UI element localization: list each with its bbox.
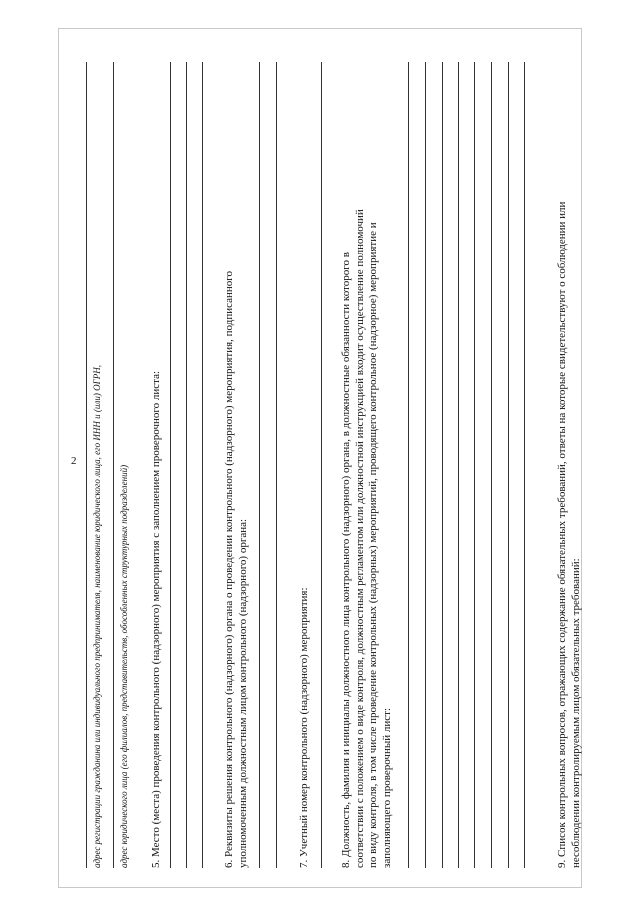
item-8-line: заполняющего проверочный лист:	[380, 708, 393, 868]
fill-line	[425, 62, 426, 868]
page-number: 2	[71, 455, 77, 467]
item-8-line: 8. Должность, фамилия и инициалы должностного лица контрольного (надзорного) органа, в должностные обязанности которого в	[340, 252, 352, 868]
fill-line	[276, 62, 277, 868]
item-5: 5. Место (места) проведения контрольного (надзорного) мероприятия с заполнением проверочного листа:	[150, 370, 162, 868]
item-9-line: несоблюдении контролируемым лицом обязательных требований:	[569, 558, 582, 868]
fill-line	[259, 62, 260, 868]
item-9	[556, 202, 583, 868]
fill-line	[474, 62, 475, 868]
fill-line	[458, 62, 459, 868]
fill-line	[508, 62, 509, 868]
item-8-line: соответствии с положением о виде контроля, должностным регламентом или должностной инструкцией входит осуществление полномочий	[353, 209, 366, 868]
address-registration-note: адрес регистрации гражданина или индивидуального предпринимателя, наименование юридического лица, его ИНН и (или) ОГРН,	[92, 365, 102, 868]
fill-line	[186, 62, 187, 868]
fill-line	[408, 62, 409, 868]
item-9-line: 9. Список контрольных вопросов, отражающих содержание обязательных требований, ответы на которые свидетельствуют о соблюдении или	[556, 201, 568, 868]
fill-line	[442, 62, 443, 868]
address-legal-note: адрес юридического лица (его филиалов, представительств, обособленных структурных подразделений)	[119, 464, 129, 868]
fill-line	[113, 62, 114, 868]
item-7: 7. Учетный номер контрольного (надзорного) мероприятия:	[298, 587, 310, 868]
item-6	[223, 271, 250, 868]
item-6-line: уполномоченным должностным лицом контрольного (надзорного) органа:	[236, 518, 249, 868]
item-8	[340, 209, 394, 868]
page-frame	[58, 28, 582, 888]
item-6-line: 6. Реквизиты решения контрольного (надзорного) органа о проведении контрольного (надзорного) мероприятия, подписанного	[223, 270, 235, 868]
fill-line	[491, 62, 492, 868]
item-8-line: по виду контроля, в том числе проведение контрольных (надзорных) мероприятий, проводящего контрольное (надзорное) мероприятие и	[367, 222, 379, 868]
fill-line	[202, 62, 203, 868]
fill-line	[86, 62, 87, 868]
fill-line	[170, 62, 171, 868]
fill-line	[321, 62, 322, 868]
fill-line	[524, 62, 525, 868]
